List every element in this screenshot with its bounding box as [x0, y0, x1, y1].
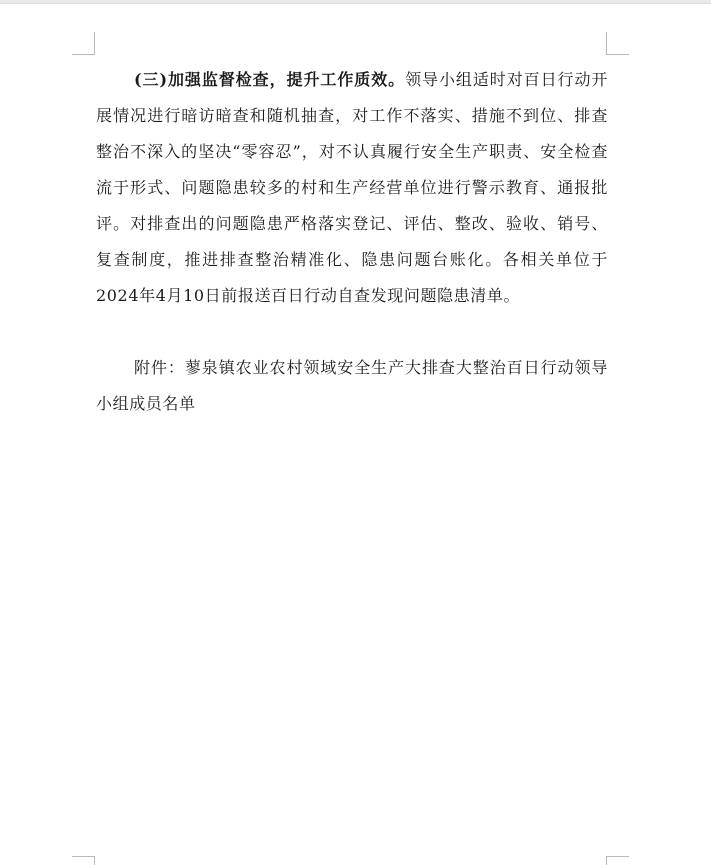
document-body[interactable]	[96, 62, 608, 422]
crop-mark-top-left	[72, 32, 95, 55]
document-page[interactable]	[0, 4, 711, 860]
crop-mark-top-right	[606, 32, 629, 55]
paragraph-spacer	[96, 314, 608, 350]
crop-mark-bottom-left	[72, 856, 95, 865]
attachment-paragraph: 附件：蓼泉镇农业农村领域安全生产大排查大整治百日行动领导小组成员名单	[96, 358, 608, 413]
crop-mark-bottom-right	[606, 856, 629, 865]
section-heading: (三)加强监督检查，提升工作质效。	[134, 70, 406, 89]
section-paragraph	[96, 62, 608, 314]
section-body-text: 领导小组适时对百日行动开展情况进行暗访暗查和随机抽查，对工作不落实、措施不到位、排查整治不深入的坚决“零容忍”，对不认真履行安全生产职责、安全检查流于形式、问题隐患较多的村和生产经营单位进行警示教育、通报批评。对排查出的问题隐患严格落实登记、评估、整改、验收、销号、复查制度，推进排查整治精准化、隐患问题台账化。各相关单位于2024年4月10日前报送百日行动自查发现问题隐患清单。	[96, 70, 609, 305]
